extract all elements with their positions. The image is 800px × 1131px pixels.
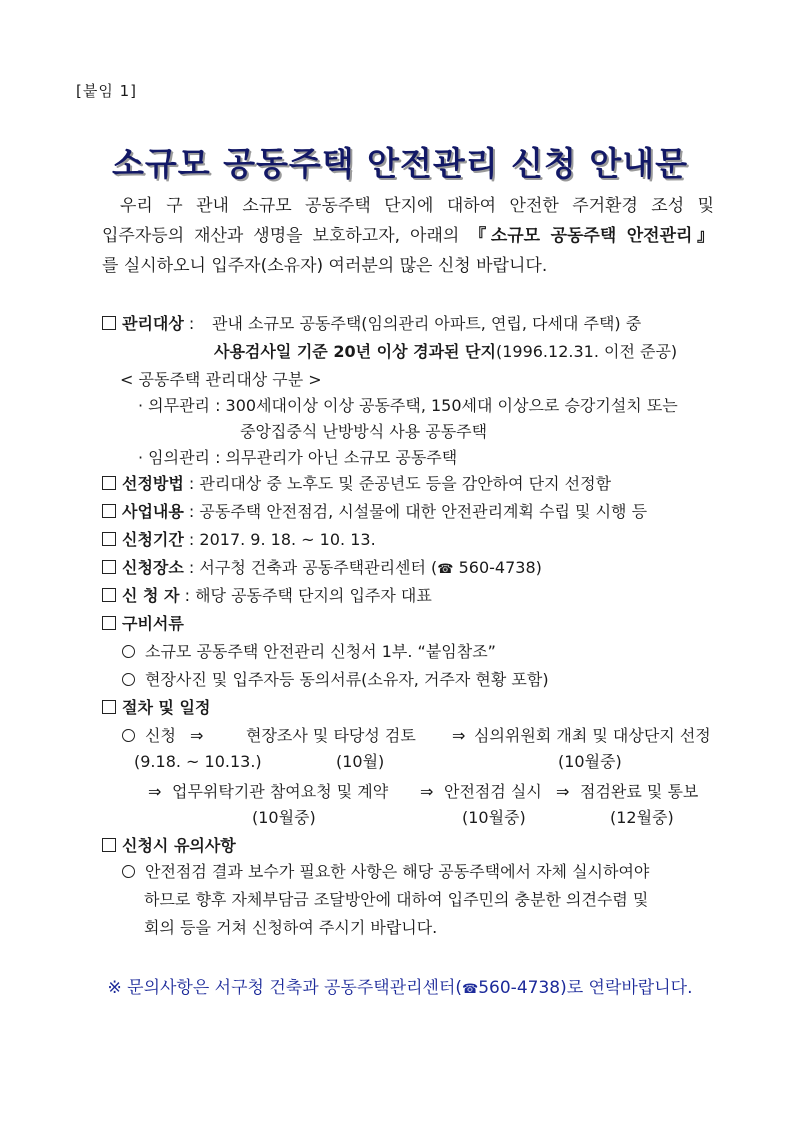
caution-line-1 [122,862,649,882]
section-colon: : [188,474,195,493]
checkbox-icon [102,476,116,490]
checkbox-icon [102,316,116,330]
section-text: 관리대상 중 노후도 및 준공년도 등을 감안하여 단지 선정함 [199,474,612,493]
checkbox-icon [102,838,116,852]
phone-number: 560-4738) [453,558,542,577]
mandatory-line-1: · 의무관리 : 300세대이상 이상 공동주택, 150세대 이상으로 승강기설치 또는 [138,396,678,415]
section-label: 구비서류 [122,614,184,633]
section-colon: : [188,530,195,549]
section-content [102,502,647,522]
section-text: 공동주택 안전점검, 시설물에 대한 안전관리계획 수립 및 시행 등 [199,502,648,521]
section-caution [102,836,236,856]
procedure-arrow: ⇒ [420,782,434,801]
phone-icon: ☎ [437,562,454,577]
checkbox-icon [102,560,116,574]
procedure-step-committee: 심의위원회 개최 및 대상단지 선정 [474,726,711,745]
procedure-step-apply [122,726,176,746]
mandatory-line-2: 중앙집중식 난방방식 사용 공동주택 [240,422,488,441]
optional-line: · 임의관리 : 의무관리가 아닌 소규모 공동주택 [138,448,458,467]
procedure-arrow: ⇒ [452,726,466,745]
circle-bullet-icon [122,865,135,878]
category-heading: < 공동주택 관리대상 구분 > [120,370,322,389]
section-period [102,530,376,550]
procedure-arrow: ⇒ [190,726,204,745]
section-target [102,314,194,334]
section-text: 2017. 9. 18. ~ 10. 13. [199,530,376,549]
section-colon: : [188,502,195,521]
caution-line-3: 회의 등을 거쳐 신청하여 주시기 바랍니다. [144,918,438,937]
section-label: 신 청 자 [122,586,180,605]
section-label: 신청기간 [122,530,184,549]
contact-phone: 560-4738)로 연락바랍니다. [478,978,693,998]
procedure-date-survey: (10월) [336,752,385,771]
procedure-step-contract: 업무위탁기관 참여요청 및 계약 [172,782,389,801]
section-label: 선정방법 [122,474,184,493]
procedure-step-survey: 현장조사 및 타당성 검토 [246,726,416,745]
section-applicant [102,586,432,606]
checkbox-icon [102,504,116,518]
intro-line-2-text: 입주자등의 재산과 생명을 보호하고자, 아래의 [102,226,470,246]
documents-item-text: 현장사진 및 입주자등 동의서류(소유자, 거주자 현황 포함) [145,670,549,689]
section-colon: : [188,558,195,577]
section-documents [102,614,184,634]
checkbox-icon [102,700,116,714]
checkbox-icon [102,588,116,602]
section-text: 해당 공동주택 단지의 입주자 대표 [195,586,432,605]
procedure-date-contract: (10월중) [252,808,316,827]
reference-mark-icon: ※ [107,978,122,998]
page-title: 소규모 공동주택 안전관리 신청 안내문 [111,144,688,183]
intro-line-1: 우리 구 관내 소규모 공동주택 단지에 대하여 안전한 주거환경 조성 및 [120,196,714,216]
checkbox-icon [102,532,116,546]
target-line-2 [214,342,677,362]
intro-program-name: 『소규모 공동주택 안전관리』 [469,226,714,246]
procedure-step-inspection: 안전점검 실시 [444,782,542,801]
section-selection [102,474,611,494]
contact-notice-text: 문의사항은 서구청 건축과 공동주택관리센터( [121,978,463,998]
section-colon: : [188,314,195,333]
attachment-label: [붙임 1] [76,82,137,100]
section-place [102,558,542,580]
target-criteria: 사용검사일 기준 20년 이상 경과된 단지 [214,342,496,361]
procedure-arrow: ⇒ [148,782,162,801]
documents-item-1 [122,642,496,662]
section-text: 서구청 건축과 공동주택관리센터 ( [199,558,438,577]
intro-line-2 [102,226,714,246]
caution-line-2: 하므로 향후 자체부담금 조달방안에 대하여 입주민의 충분한 의견수렴 및 [144,890,649,909]
circle-bullet-icon [122,729,135,742]
section-procedure [102,698,210,718]
target-date: (1996.12.31. 이전 준공) [495,342,678,361]
procedure-arrow: ⇒ [556,782,570,801]
section-label: 사업내용 [122,502,184,521]
procedure-apply-label: 신청 [145,726,176,745]
section-label: 절차 및 일정 [122,698,211,717]
intro-line-3: 를 실시하오니 입주자(소유자) 여러분의 많은 신청 바랍니다. [102,256,548,276]
target-line-1: 관내 소규모 공동주택(임의관리 아파트, 연립, 다세대 주택) 중 [212,314,642,333]
section-label: 관리대상 [122,314,184,333]
circle-bullet-icon [122,645,135,658]
procedure-date-inspection: (10월중) [462,808,526,827]
documents-item-2 [122,670,549,690]
section-label: 신청시 유의사항 [122,836,236,855]
procedure-step-complete: 점검완료 및 통보 [580,782,699,801]
phone-icon: ☎ [462,982,479,997]
caution-text: 안전점검 결과 보수가 필요한 사항은 해당 공동주택에서 자체 실시하여야 [145,862,650,881]
section-label: 신청장소 [122,558,184,577]
contact-notice [0,973,800,998]
section-colon: : [184,586,190,605]
procedure-date-apply: (9.18. ~ 10.13.) [134,752,262,771]
procedure-date-complete: (12월중) [610,808,674,827]
circle-bullet-icon [122,673,135,686]
procedure-date-committee: (10월중) [558,752,622,771]
documents-item-text: 소규모 공동주택 안전관리 신청서 1부. “붙임참조” [145,642,496,661]
checkbox-icon [102,616,116,630]
